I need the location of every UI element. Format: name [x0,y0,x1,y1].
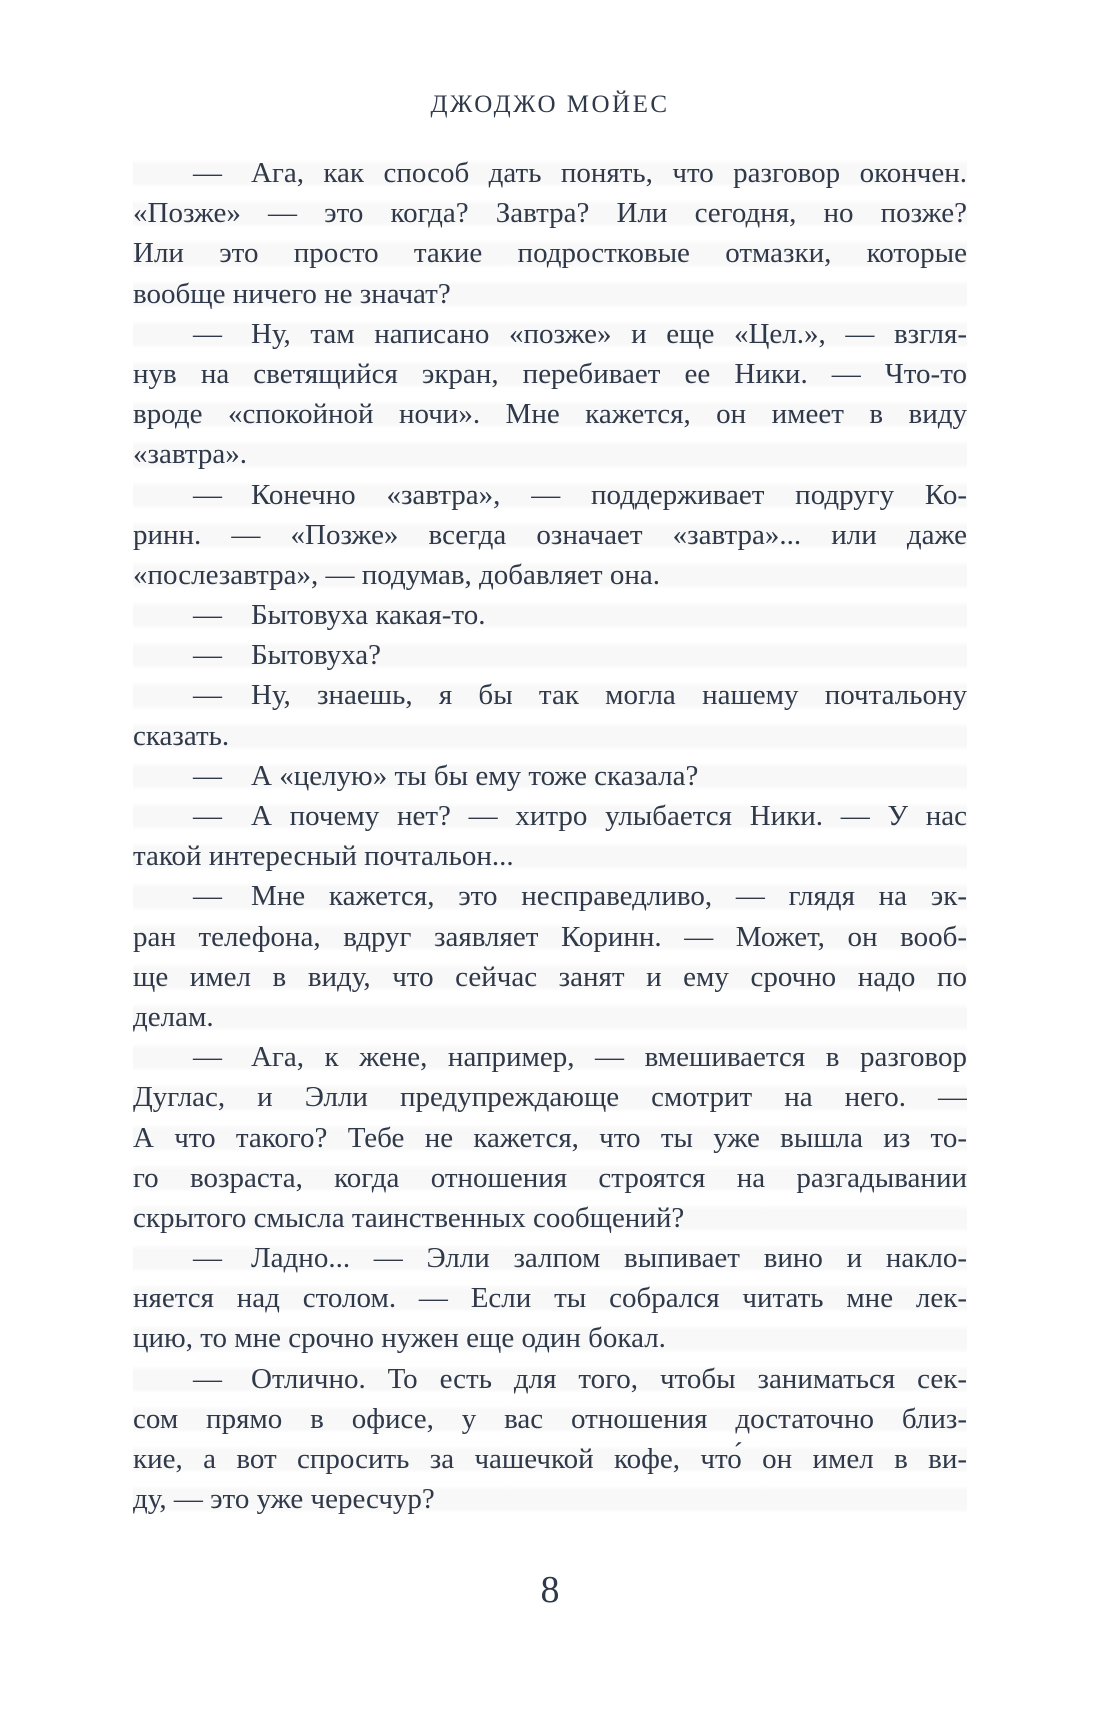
paragraph [133,1238,967,1359]
paragraph [133,796,967,876]
page-body [133,153,967,1519]
text-line: — А почему нет? — хитро улыбается Ники. — У нас [133,796,967,836]
paragraph [133,314,967,475]
text-line: — Мне кажется, это несправедливо, — глядя на эк- [133,876,967,916]
paragraph [133,475,967,596]
text-line: — Конечно «завтра», — поддерживает подругу Ко- [133,475,967,515]
text-line: няется над столом. — Если ты собрался читать мне лек- [133,1278,967,1318]
text-line: делам. [133,997,967,1037]
text-line: вроде «спокойной ночи». Мне кажется, он имеет в виду [133,394,967,434]
text-line: — Ну, там написано «позже» и еще «Цел.», — взгля- [133,314,967,354]
text-line: — Ну, знаешь, я бы так могла нашему почтальону [133,675,967,715]
paragraph [133,756,967,796]
paragraph [133,595,967,635]
text-line: ринн. — «Позже» всегда означает «завтра»... или даже [133,515,967,555]
page-number: 8 [540,1569,560,1611]
text-line: — Бытовуха? [133,635,967,675]
text-line: «послезавтра», — подумав, добавляет она. [133,555,967,595]
text-line: ду, — это уже чересчур? [133,1479,967,1519]
text-line: Дуглас, и Элли предупреждающе смотрит на него. — [133,1077,967,1117]
text-line: скрытого смысла таинственных сообщений? [133,1198,967,1238]
text-line: — Ага, к жене, например, — вмешивается в разговор [133,1037,967,1077]
text-line: цию, то мне срочно нужен еще один бокал. [133,1318,967,1358]
paragraph [133,635,967,675]
text-line: нув на светящийся экран, перебивает ее Ники. — Что-то [133,354,967,394]
text-line: — А «целую» ты бы ему тоже сказала? [133,756,967,796]
paragraph [133,1037,967,1238]
text-line: — Бытовуха какая-то. [133,595,967,635]
paragraph [133,876,967,1037]
text-line: Или это просто такие подростковые отмазки, которые [133,233,967,273]
text-line: кие, а вот спросить за чашечкой кофе, что́ он имел в ви- [133,1439,967,1479]
text-line: вообще ничего не значат? [133,274,967,314]
text-line: сом прямо в офисе, у вас отношения достаточно близ- [133,1399,967,1439]
text-line: А что такого? Тебе не кажется, что ты уже вышла из то- [133,1118,967,1158]
text-line: ран телефона, вдруг заявляет Коринн. — Может, он вооб- [133,917,967,957]
text-line: ще имел в виду, что сейчас занят и ему срочно надо по [133,957,967,997]
paragraph [133,1359,967,1520]
text-line: такой интересный почтальон... [133,836,967,876]
text-line: сказать. [133,716,967,756]
paragraph [133,675,967,755]
paragraph [133,153,967,314]
text-line: — Отлично. То есть для того, чтобы заниматься сек- [133,1359,967,1399]
text-line: го возраста, когда отношения строятся на разгадывании [133,1158,967,1198]
running-header: ДЖОДЖО МОЙЕС [430,91,670,118]
text-line: «завтра». [133,434,967,474]
text-line: — Ага, как способ дать понять, что разговор окончен. [133,153,967,193]
text-line: — Ладно... — Элли залпом выпивает вино и накло- [133,1238,967,1278]
text-line: «Позже» — это когда? Завтра? Или сегодня, но позже? [133,193,967,233]
